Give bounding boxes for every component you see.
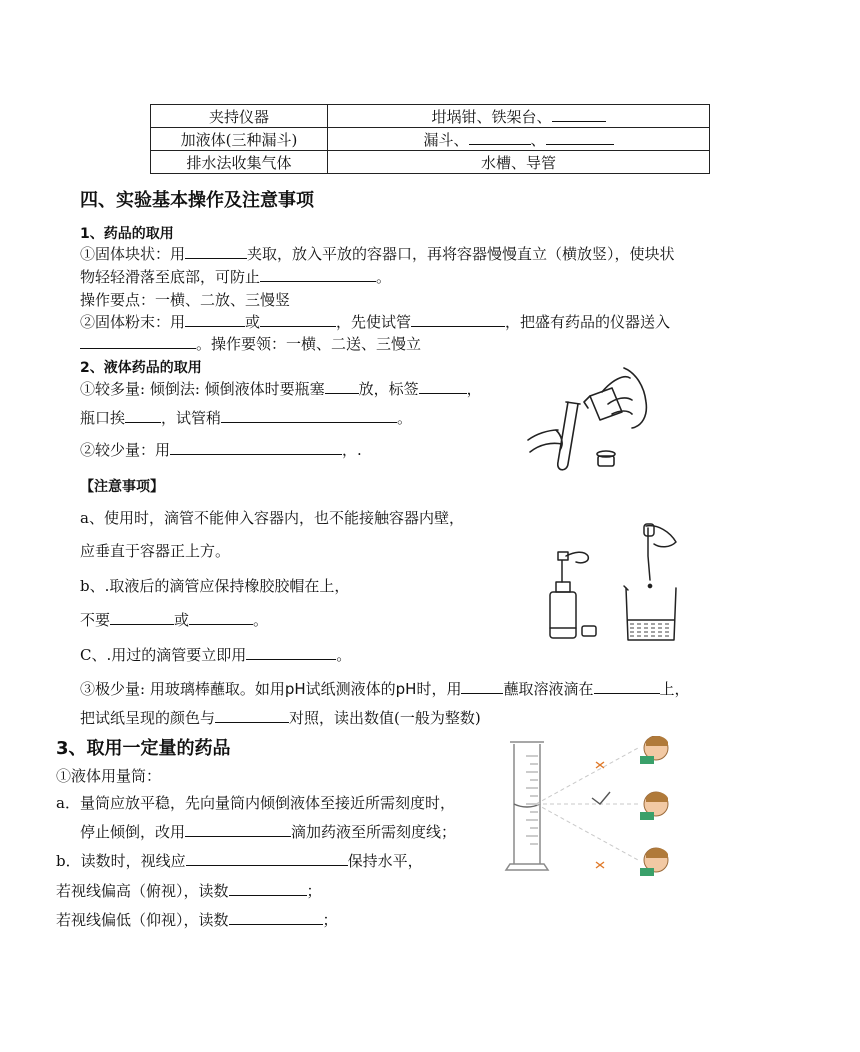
text: 滴加药液至所需刻度线； [291, 823, 457, 841]
table-cell: 水槽、导管 [328, 151, 710, 174]
text: 保持水平， [347, 852, 423, 870]
fill-blank[interactable] [80, 334, 196, 349]
fill-blank[interactable] [552, 107, 606, 122]
text: ③极少量: 用玻璃棒蘸取。如用 [80, 680, 285, 698]
text: 若视线偏低（仰视），读数 [56, 911, 229, 929]
fill-blank[interactable] [221, 408, 397, 423]
cylinder-reading-illustration [500, 736, 690, 878]
cell-text: 坩埚钳、铁架台、 [431, 107, 552, 126]
fill-blank[interactable] [469, 130, 531, 145]
fill-blank[interactable] [594, 679, 660, 694]
text-line: b、.取液后的滴管应保持橡胶胶帽在上， [80, 577, 350, 595]
text: 时，用 [416, 680, 462, 698]
text: 。 [376, 268, 392, 286]
table-row [151, 105, 710, 128]
instrument-table [150, 104, 710, 174]
text-line [80, 708, 481, 728]
fill-blank[interactable] [260, 267, 376, 282]
text: ，把盛有药品的仪器送入 [505, 313, 671, 331]
text-line [56, 851, 423, 871]
text: 或 [245, 313, 261, 331]
fill-blank[interactable] [110, 610, 174, 625]
subsection-heading: 2、液体药品的取用 [80, 360, 202, 376]
ph-term: pH [284, 680, 306, 698]
table-row [151, 151, 710, 174]
text-line [80, 312, 670, 332]
text: ，先使试管 [336, 313, 412, 331]
text-line [80, 822, 456, 842]
text: 夹取，放入平放的容器口，再将容器慢慢直立（横放竖），使块状 [247, 245, 675, 263]
text-line [80, 334, 421, 354]
fill-blank[interactable] [260, 312, 336, 327]
text: 。 [397, 409, 413, 427]
text: ， [466, 380, 482, 398]
dropper-illustration [544, 520, 690, 646]
fill-blank[interactable] [185, 244, 247, 259]
table-cell: 加液体(三种漏斗) [151, 128, 328, 151]
table-cell [328, 105, 710, 128]
text: ②固体粉末：用 [80, 313, 186, 331]
fill-blank[interactable] [215, 708, 289, 723]
text: 蘸取溶液滴在 [503, 680, 594, 698]
text-line: ①液体用量筒： [56, 767, 162, 785]
text: ； [322, 911, 338, 929]
text: ②较少量：用 [80, 441, 171, 459]
fill-blank[interactable] [325, 379, 359, 394]
text: ①固体块状：用 [80, 245, 186, 263]
subsection-heading: 1、药品的取用 [80, 226, 174, 242]
fill-blank[interactable] [419, 379, 467, 394]
text-line [56, 881, 322, 901]
fill-blank[interactable] [185, 822, 291, 837]
pouring-illustration [526, 364, 656, 480]
text: 物轻轻滑落至底部，可防止 [80, 268, 261, 286]
section-heading: 四、实验基本操作及注意事项 [80, 190, 314, 211]
table-cell: 排水法收集气体 [151, 151, 328, 174]
text: ，试管稍 [161, 409, 222, 427]
text: 上， [659, 680, 690, 698]
fill-blank[interactable] [186, 851, 348, 866]
text-line [80, 440, 362, 460]
text: 。 [253, 611, 269, 629]
fill-blank[interactable] [229, 881, 307, 896]
text-line [80, 610, 268, 630]
fill-blank[interactable] [461, 679, 503, 694]
text-line: 操作要点：一横、二放、三慢竖 [80, 291, 291, 309]
fill-blank[interactable] [246, 645, 336, 660]
fill-blank[interactable] [125, 408, 161, 423]
text-line: a．量筒应放平稳，先向量筒内倾倒液体至接近所需刻度时， [56, 794, 455, 812]
table-cell [328, 128, 710, 151]
fill-blank[interactable] [546, 130, 614, 145]
text: C、.用过的滴管要立即用 [80, 646, 247, 664]
text-line: a、使用时，滴管不能伸入容器内，也不能接触容器内壁， [80, 509, 464, 527]
fill-blank[interactable] [229, 910, 323, 925]
ph-term: pH [395, 680, 417, 698]
text: ，. [342, 441, 362, 459]
table-row [151, 128, 710, 151]
fill-blank[interactable] [185, 312, 245, 327]
text: ①较多量: 倾倒法: 倾倒液体时要瓶塞 [80, 380, 325, 398]
text: 试纸测液体的 [305, 680, 396, 698]
text: 。操作要领：一横、二送、三慢立 [196, 335, 422, 353]
text-line [80, 408, 412, 428]
text-line [80, 379, 482, 399]
fill-blank[interactable] [189, 610, 253, 625]
text: 瓶口挨 [80, 409, 126, 427]
text: 或 [174, 611, 190, 629]
text-line: 应垂直于容器正上方。 [80, 542, 231, 560]
fill-blank[interactable] [170, 440, 342, 455]
text: ； [306, 882, 322, 900]
text: 对照，读出数值(一般为整数) [289, 709, 481, 727]
text: 放，标签 [358, 380, 419, 398]
text: 。 [336, 646, 352, 664]
notes-heading: 【注意事项】 [80, 479, 164, 495]
text-line [80, 679, 690, 699]
fill-blank[interactable] [411, 312, 505, 327]
cell-text: 漏斗、 [423, 130, 469, 149]
section-heading: 3、取用一定量的药品 [56, 738, 231, 759]
text: 若视线偏高（俯视），读数 [56, 882, 229, 900]
text: 不要 [80, 611, 111, 629]
text-line [80, 244, 675, 264]
text-line [80, 645, 351, 665]
text: 停止倾倒，改用 [80, 823, 186, 841]
text-line [56, 910, 338, 930]
cell-text: 、 [530, 130, 546, 149]
text: 把试纸呈现的颜色与 [80, 709, 216, 727]
text-line [80, 267, 391, 287]
text: b．读数时，视线应 [56, 852, 186, 870]
table-cell: 夹持仪器 [151, 105, 328, 128]
